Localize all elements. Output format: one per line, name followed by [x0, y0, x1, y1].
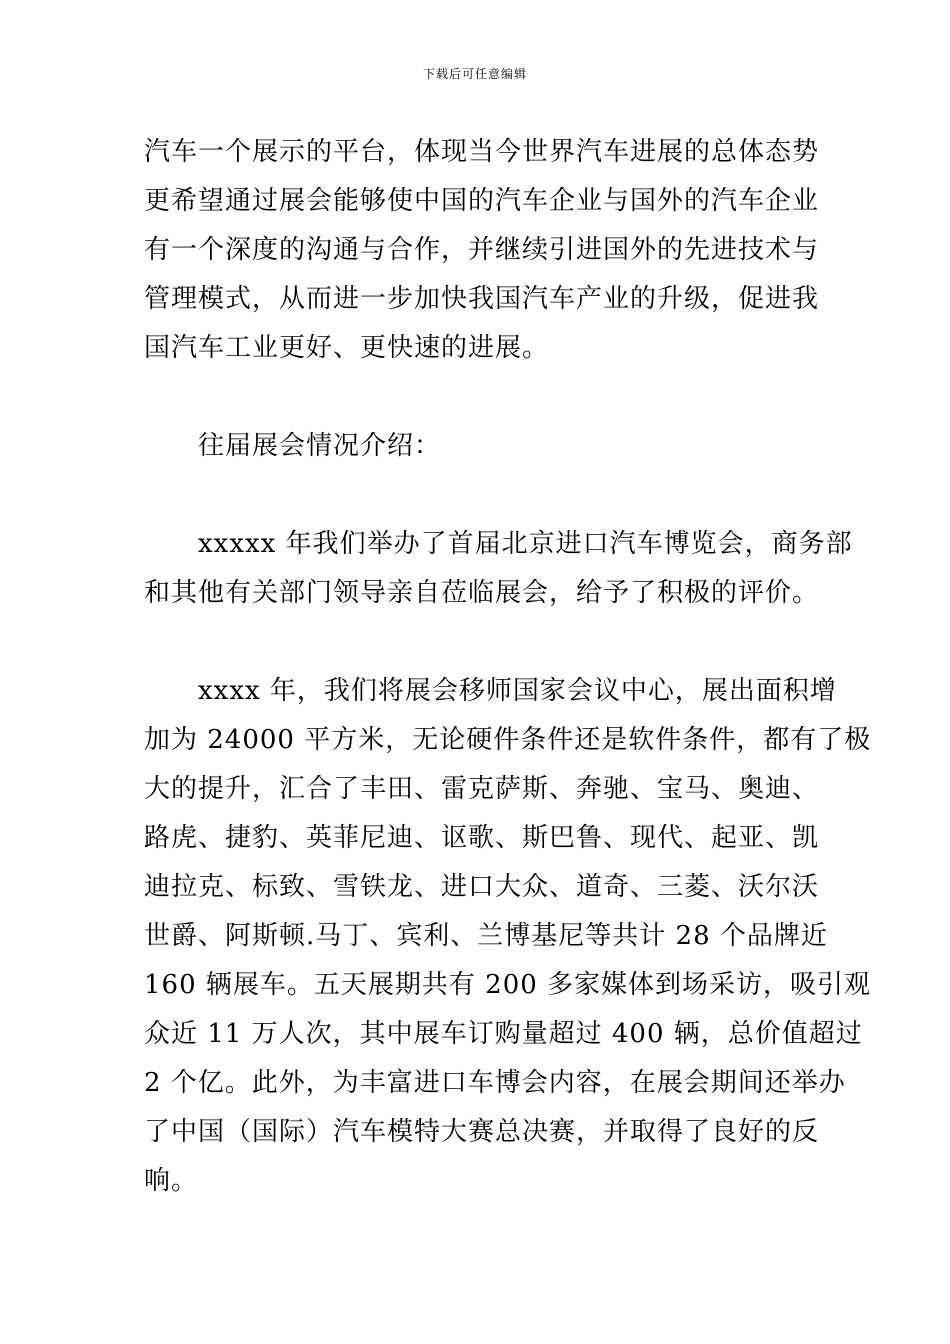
paragraph-line: 响。	[144, 1166, 199, 1196]
paragraph-line: 众近 11 万人次，其中展车订购量超过 400 辆，总价值超过	[144, 1019, 863, 1049]
document-body	[144, 128, 872, 1206]
paragraph-line: 更希望通过展会能够使中国的汽车企业与国外的汽车企业	[144, 186, 820, 216]
paragraph-line: xxxxx 年我们举办了首届北京进口汽车博览会，商务部	[198, 529, 853, 559]
paragraph-gap	[144, 373, 814, 422]
paragraph-line: 加为 24000 平方米，无论硬件条件还是软件条件，都有了极	[144, 725, 872, 755]
paragraph-line: 2 个亿。此外，为丰富进口车博会内容，在展会期间还举办	[144, 1068, 846, 1098]
paragraph-line: 国汽车工业更好、更快速的进展。	[144, 333, 550, 363]
paragraph-gap	[144, 471, 814, 520]
paragraph-line: 路虎、捷豹、英菲尼迪、讴歌、斯巴鲁、现代、起亚、凯	[144, 823, 820, 853]
paragraph-line: 大的提升，汇合了丰田、雷克萨斯、奔驰、宝马、奥迪、	[144, 774, 820, 804]
paragraph-line: 汽车一个展示的平台，体现当今世界汽车进展的总体态势	[144, 137, 820, 167]
paragraph-line: 管理模式，从而进一步加快我国汽车产业的升级，促进我	[144, 284, 820, 314]
section-heading: 往届展会情况介绍：	[198, 431, 442, 461]
paragraph-line: 和其他有关部门领导亲自莅临展会，给予了积极的评价。	[144, 578, 820, 608]
paragraph-line: 160 辆展车。五天展期共有 200 多家媒体到场采访，吸引观	[144, 970, 872, 1000]
paragraph-line: 有一个深度的沟通与合作，并继续引进国外的先进技术与	[144, 235, 820, 265]
paragraph-line: 了中国（国际）汽车模特大赛总决赛，并取得了良好的反	[144, 1117, 820, 1147]
paragraph-line: 世爵、阿斯顿.马丁、宾利、兰博基尼等共计 28 个品牌近	[144, 921, 828, 951]
paragraph-line: xxxx 年，我们将展会移师国家会议中心，展出面积增	[198, 676, 837, 706]
paragraph-gap	[144, 618, 814, 667]
paragraph-line: 迪拉克、标致、雪铁龙、进口大众、道奇、三菱、沃尔沃	[144, 872, 820, 902]
header-note: 下载后可任意编辑	[422, 67, 527, 81]
